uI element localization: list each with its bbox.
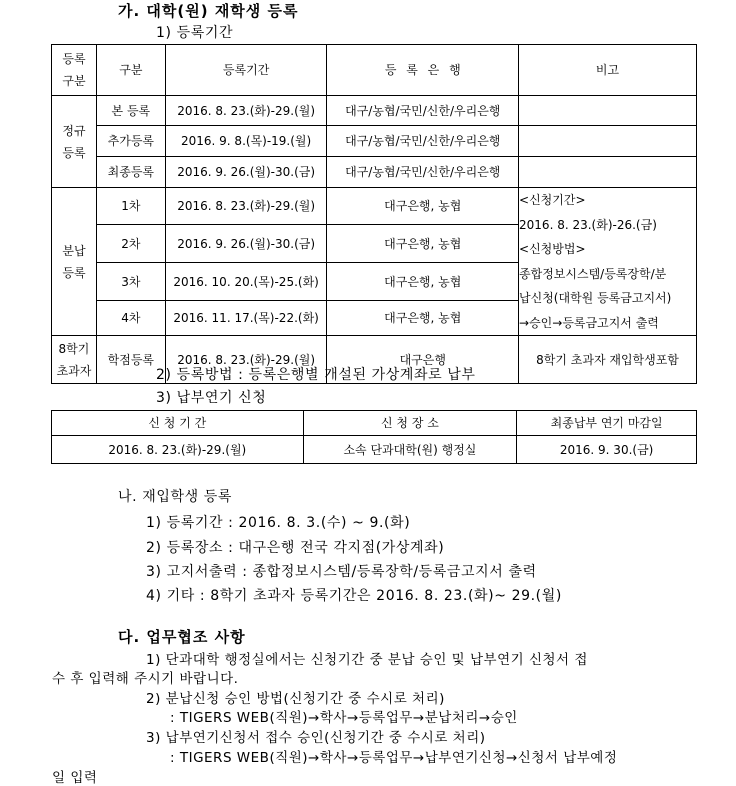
header-period: 등록기간 bbox=[165, 45, 327, 96]
table-row bbox=[52, 157, 697, 188]
row-sub: 최종등록 bbox=[96, 157, 165, 188]
note-line: →승인→등록금고지서 출력 bbox=[519, 315, 659, 330]
row-sub: 2차 bbox=[96, 225, 165, 263]
list-item: 3) 고지서출력 : 종합정보시스템/등록장학/등록금고지서 출력 bbox=[146, 564, 537, 580]
header-remarks: 비고 bbox=[519, 45, 697, 96]
row-period: 2016. 9. 26.(월)-30.(금) bbox=[165, 225, 327, 263]
row-period: 2016. 9. 8.(목)-19.(월) bbox=[165, 126, 327, 157]
row-note: 8학기 초과자 재입학생포함 bbox=[519, 336, 697, 384]
row-bank: 대구은행, 농협 bbox=[327, 188, 519, 225]
apply-period-value: 2016. 8. 23.(화)-29.(월) bbox=[52, 436, 304, 464]
header-category: 등록 구분 bbox=[52, 45, 97, 96]
header-bank: 등 록 은 행 bbox=[327, 45, 519, 96]
section-da-title: 다. 업무협조 사항 bbox=[118, 628, 246, 646]
list-item: 4) 기타 : 8학기 초과자 등록기간은 2016. 8. 23.(화)~ 29.(월) bbox=[146, 588, 562, 604]
paragraph-line: 일 입력 bbox=[52, 770, 98, 786]
row-period: 2016. 10. 20.(목)-25.(화) bbox=[165, 263, 327, 301]
table-row bbox=[52, 96, 697, 126]
section-ga-title: 가. 대학(원) 재학생 등록 bbox=[118, 2, 299, 20]
row-period: 2016. 11. 17.(목)-22.(화) bbox=[165, 301, 327, 336]
row-bank: 대구은행, 농협 bbox=[327, 301, 519, 336]
paragraph-line: : TIGERS WEB(직원)→학사→등록업무→납부연기신청→신청서 납부예정 bbox=[170, 750, 618, 766]
deferral-heading: 3) 납부연기 신청 bbox=[156, 390, 267, 406]
row-note bbox=[519, 96, 697, 126]
note-line: 종합정보시스템/등록장학/분 bbox=[519, 266, 667, 281]
note-line: 납신청(대학원 등록금고지서) bbox=[519, 291, 672, 305]
list-item: 1) 등록기간 : 2016. 8. 3.(수) ~ 9.(화) bbox=[146, 515, 411, 531]
apply-place-value: 소속 단과대학(원) 행정실 bbox=[303, 436, 517, 464]
section-na-title: 나. 재입학생 등록 bbox=[118, 489, 233, 505]
paragraph-line: 3) 납부연기신청서 접수 승인(신청기간 중 수시로 처리) bbox=[146, 730, 486, 746]
row-period: 2016. 8. 23.(화)-29.(월) bbox=[165, 96, 327, 126]
paragraph-line: : TIGERS WEB(직원)→학사→등록업무→분납처리→승인 bbox=[170, 710, 518, 726]
row-period: 2016. 8. 23.(화)-29.(월) bbox=[165, 336, 327, 384]
paragraph-line: 2) 분납신청 승인 방법(신청기간 중 수시로 처리) bbox=[146, 691, 445, 707]
row-bank: 대구은행, 농협 bbox=[327, 263, 519, 301]
group-installment: 분납 등록 bbox=[52, 188, 97, 336]
row-sub: 3차 bbox=[96, 263, 165, 301]
row-note bbox=[519, 126, 697, 157]
group-over8: 8학기 초과자 bbox=[52, 336, 97, 384]
payment-method-line: 2) 등록방법 : 등록은행별 개설된 가상계좌로 납부 bbox=[156, 367, 476, 383]
row-bank: 대구은행, 농협 bbox=[327, 225, 519, 263]
row-note bbox=[519, 157, 697, 188]
header-apply-period: 신 청 기 간 bbox=[52, 411, 304, 436]
note-line: <신청기간> bbox=[519, 193, 586, 207]
header-apply-place: 신 청 장 소 bbox=[303, 411, 517, 436]
row-bank: 대구은행 bbox=[327, 336, 519, 384]
registration-period-heading: 1) 등록기간 bbox=[156, 25, 234, 41]
registration-table bbox=[51, 44, 697, 384]
row-bank: 대구/농협/국민/신한/우리은행 bbox=[327, 157, 519, 188]
row-sub: 1차 bbox=[96, 188, 165, 225]
row-period: 2016. 8. 23.(화)-29.(월) bbox=[165, 188, 327, 225]
row-bank: 대구/농협/국민/신한/우리은행 bbox=[327, 126, 519, 157]
row-period: 2016. 9. 26.(월)-30.(금) bbox=[165, 157, 327, 188]
group-regular: 정규 등록 bbox=[52, 96, 97, 188]
note-line: 2016. 8. 23.(화)-26.(금) bbox=[519, 217, 657, 232]
table-row bbox=[52, 126, 697, 157]
table-header-row bbox=[52, 411, 697, 436]
note-line: <신청방법> bbox=[519, 242, 586, 256]
row-sub: 4차 bbox=[96, 301, 165, 336]
row-sub: 추가등록 bbox=[96, 126, 165, 157]
row-bank: 대구/농협/국민/신한/우리은행 bbox=[327, 96, 519, 126]
table-header-row bbox=[52, 45, 697, 96]
row-sub: 본 등록 bbox=[96, 96, 165, 126]
table-row bbox=[52, 436, 697, 464]
paragraph-line: 수 후 입력해 주시기 바랍니다. bbox=[52, 671, 239, 687]
deferral-table bbox=[51, 410, 697, 464]
table-row bbox=[52, 188, 697, 225]
paragraph-line: 1) 단과대학 행정실에서는 신청기간 중 분납 승인 및 납부연기 신청서 접 bbox=[146, 652, 588, 668]
list-item: 2) 등록장소 : 대구은행 전국 각지점(가상계좌) bbox=[146, 540, 445, 556]
installment-note bbox=[519, 188, 697, 336]
row-sub: 학점등록 bbox=[96, 336, 165, 384]
deadline-value: 2016. 9. 30.(금) bbox=[517, 436, 697, 464]
header-sub: 구분 bbox=[96, 45, 165, 96]
header-deadline: 최종납부 연기 마감일 bbox=[517, 411, 697, 436]
